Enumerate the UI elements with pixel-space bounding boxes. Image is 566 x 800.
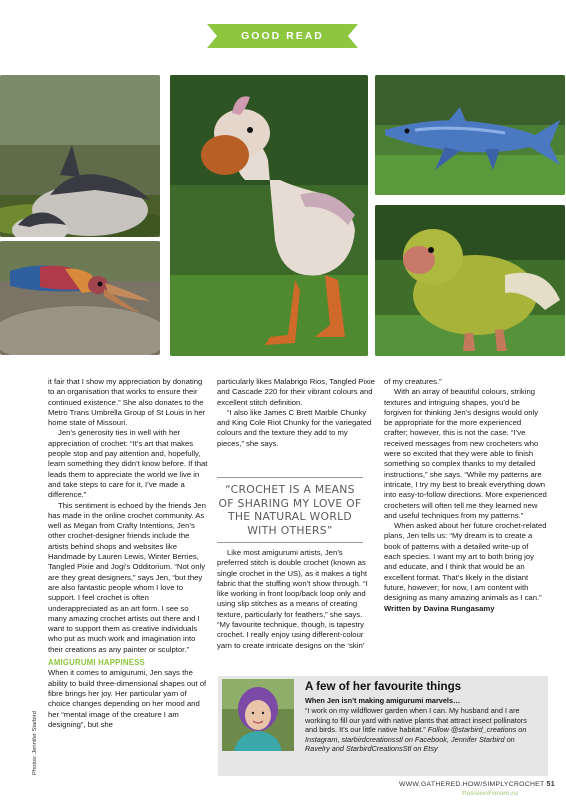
pull-quote-text: “CROCHET IS A MEANS OF SHARING MY LOVE OF THE NATURAL WORLD WITH OTHERS” (218, 483, 362, 537)
col2-paragraph-3: Like most amigurumi artists, Jen’s preferred stitch is double crochet (known as single crochet in the US), as it makes a tight fabric that the stuffing won’t show through. “I like working in front loop/back loop only and using slip stitches as a means of creating texture, particularly for feathers,” she says. “My favourite technique, though, is tapestry crochet. I really enjoy using different-colour yarn to create intricate designs on the ‘skin’ (217, 548, 368, 650)
photo-squid-amigurumi (0, 241, 160, 355)
col3-paragraph-2: With an array of beautiful colours, striking textures and intriguing shapes, you’d be forgiven for thinking Jen’s designs would only be appropriate for the more experienced crafter; however, this is not the case. “I’ve received messages from new crocheters who were so excited that they were able to finish something so complex thanks to my detailed instructions,” she says. “While my patterns are intricate, I try my best to break everything down into easy-to-follow directions. More experienced crocheters will often tell me they learned new and useful techniques from my patterns.” (384, 387, 547, 520)
article-column-2-continued (217, 548, 375, 651)
page-footer (399, 781, 555, 788)
article-column-2 (217, 377, 375, 449)
favourite-things-text (305, 706, 541, 754)
banner-tail-right (348, 24, 358, 48)
photo-orca-amigurumi (0, 75, 160, 237)
portrait-photo-jen (222, 679, 294, 751)
subheading-amigurumi-happiness: AMIGURUMI HAPPINESS (48, 658, 145, 668)
article-column-1 (48, 377, 208, 730)
footer-url: WWW.GATHERED.HOW/SIMPLYCROCHET (399, 781, 545, 788)
col1-paragraph-4: When it comes to amigurumi, Jen says the ability to build three-dimensional shapes out of fibre brings her joy. Her particular yarn of choice changes depending on her mood and her “mental image of the creature I am designing”, but she (48, 668, 207, 729)
banner-label: GOOD READ (217, 24, 348, 48)
section-banner (207, 24, 358, 48)
watermark: PassionForum.ru (462, 790, 518, 797)
social-links-text: Follow @starbird_creations on Instagram, starbirdcreationsstl on Facebook, Jennifer Starbird on Ravelry and StarbirdCreationsStl on Etsy (305, 725, 527, 754)
favourite-things-quote: “I work on my wildflower garden when I can. My husband and I are working to fill our yard with native plants that attract insect pollinators and birds. It’s our little native habitat.” (305, 706, 527, 735)
photo-ichthyosaur-amigurumi (375, 75, 565, 195)
col2-paragraph-1: particularly likes Malabrigo Rios, Tangled Pixie and Cascade 220 for their vibrant colours and excellent stitch definition. (217, 377, 375, 407)
photo-bird-amigurumi (170, 75, 368, 356)
photo-credit-text: Photos: Jennifer Starbird (32, 711, 38, 775)
banner-tail-left (207, 24, 217, 48)
favourite-things-box (218, 676, 548, 776)
favourite-things-title: A few of her favourite things (305, 680, 462, 693)
col1-paragraph-3: This sentiment is echoed by the friends Jen has made in the online crochet community. As well as Megan from Crafty Intentions, Jen’s other crochet-designer friends include the artists behind shops and websites like Handmade by Lauren Lewis, Winter Berries, Tangled Pixie and Jogi’s Odditorium. “Not only are they great designers,” says Jen, “but they are also fantastic people whom I love to support. I feel crochet is often underappreciated as an art form. I see so many amazing crochet artists out there and I want to support them as creative individuals who put as much work and imagination into their creations as any painter or sculptor.” (48, 500, 206, 654)
col3-paragraph-3: When asked about her future crochet-related plans, Jen tells us: “My dream is to create a book of patterns with a detailed write-up of each species. I want my art to both bring joy and educate, and I think that would be an excellent format. That’s likely in the distant future, however; for now, I am content with designing as many amazing animals as I can.” (384, 521, 547, 603)
photo-credit (32, 683, 42, 775)
col2-paragraph-2: “I also like James C Brett Marble Chunky and King Cole Riot Chunky for the variegated colours and the texture they add to my pieces,” she says. (217, 407, 372, 448)
pull-quote (217, 477, 363, 543)
photo-parrot-amigurumi (375, 205, 565, 356)
col1-paragraph-1: it fair that I show my appreciation by donating to an organisation that works to ensure their continued existence.” She also donates to the Metro Trans Umbrella Group of St Louis in her home state of Missouri. (48, 377, 206, 428)
col1-paragraph-2: Jen’s generosity ties in well with her appreciation of crochet: “It’s art that makes people stop and pay attention and, hopefully, learn something they didn’t know before. If that leads them to appreciate the world we live in and take steps to care for it, I’ve made a difference.” (48, 428, 208, 500)
author-byline: Written by Davina Rungasamy (384, 603, 495, 613)
col3-paragraph-1: of my creatures.” (384, 377, 442, 386)
page-number: 51 (546, 781, 555, 788)
article-column-3 (384, 377, 547, 614)
favourite-things-lead: When Jen isn’t making amigurumi marvels… (305, 696, 461, 705)
